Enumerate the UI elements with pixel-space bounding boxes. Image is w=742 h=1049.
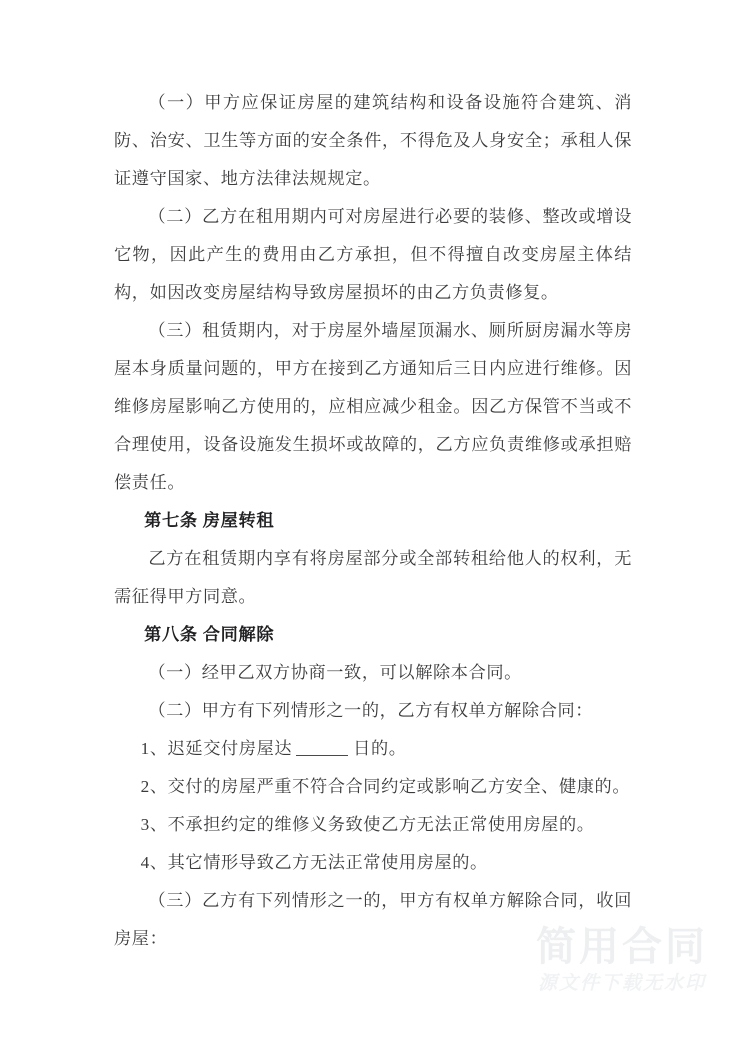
- clause-8-item-2-sub-4: 4、其它情形导致乙方无法正常使用房屋的。: [140, 853, 488, 872]
- clause-6-item-3: （三）租赁期内，对于房屋外墙屋顶漏水、厕所厨房漏水等房屋本身质量问题的，甲方在接到乙方通知后三日内应进行维修。因维修房屋影响乙方使用的，应相应减少租金。因乙方保管不当或不合理使用，设备设施发生损坏或故障的，乙方应负责维修或承担赔偿责任。: [114, 321, 632, 492]
- clause-6-item-2: （二）乙方在租用期内可对房屋进行必要的装修、整改或增设它物，因此产生的费用由乙方承担，但不得擅自改变房屋主体结构，如因改变房屋结构导致房屋损坏的由乙方负责修复。: [114, 207, 632, 302]
- clause-8-heading: 第八条 合同解除: [144, 625, 275, 644]
- watermark-subtitle-text: 源文件下载无水印: [537, 973, 706, 994]
- document-body: [114, 84, 632, 958]
- sub-1-text-after: 日的。: [353, 739, 407, 758]
- delay-days-blank-field[interactable]: [296, 755, 348, 756]
- watermark-brand-text: 简用合同: [536, 925, 708, 969]
- clause-8-item-2-sub-1: [114, 730, 632, 768]
- clause-8-item-2-sub-3: 3、不承担约定的维修义务致使乙方无法正常使用房屋的。: [140, 815, 595, 834]
- clause-8-item-2: （二）甲方有下列情形之一的，乙方有权单方解除合同：: [148, 701, 594, 720]
- clause-7-body: 乙方在租赁期内享有将房屋部分或全部转租给他人的权利，无需征得甲方同意。: [114, 549, 632, 606]
- clause-6-item-1: （一）甲方应保证房屋的建筑结构和设备设施符合建筑、消防、治安、卫生等方面的安全条件，不得危及人身安全；承租人保证遵守国家、地方法律法规规定。: [114, 93, 632, 188]
- clause-8-item-2-sub-2: 2、交付的房屋严重不符合合同约定或影响乙方安全、健康的。: [140, 777, 631, 796]
- clause-8-item-1: （一）经甲乙双方协商一致，可以解除本合同。: [148, 663, 522, 682]
- clause-7-heading: 第七条 房屋转租: [144, 511, 275, 530]
- clause-8-item-3: （三）乙方有下列情形之一的，甲方有权单方解除合同，收回房屋：: [114, 891, 632, 948]
- sub-1-text-before: 1、迟延交付房屋达: [140, 739, 293, 758]
